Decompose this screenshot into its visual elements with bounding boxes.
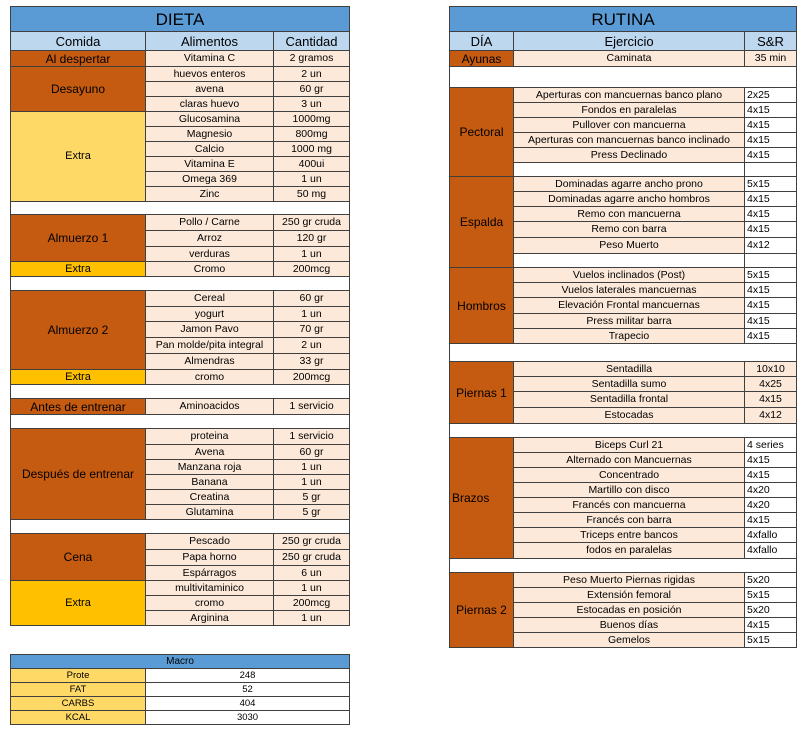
meal-almuerzo-1: Almuerzo 1	[11, 215, 146, 262]
spacer	[11, 202, 146, 215]
exercise-cell: Concentrado	[514, 468, 745, 483]
rutina-title: RUTINA	[450, 7, 797, 32]
header-ejercicio: Ejercicio	[514, 32, 745, 51]
spacer	[745, 344, 797, 362]
macro-label-carbs: CARBS	[11, 697, 146, 711]
sr-cell: 5x20	[745, 573, 797, 588]
meal-cena: Cena	[11, 534, 146, 581]
header-sr: S&R	[745, 32, 797, 51]
sr-cell: 5x15	[745, 177, 797, 192]
food-cell: Espárragos	[146, 566, 274, 581]
sr-cell: 4x12	[745, 408, 797, 424]
sr-cell: 4x15	[745, 513, 797, 528]
food-cell: Almendras	[146, 354, 274, 370]
exercise-cell: Francés con mancuerna	[514, 498, 745, 513]
qty-cell: 250 gr cruda	[274, 215, 350, 231]
qty-cell: 1 un	[274, 581, 350, 596]
macro-value-prote: 248	[146, 669, 350, 683]
qty-cell: 2 un	[274, 338, 350, 354]
exercise-cell: Vuelos laterales mancuernas	[514, 283, 745, 298]
dieta-table	[10, 6, 350, 626]
meal-desayuno: Desayuno	[11, 67, 146, 112]
food-cell: Aminoacidos	[146, 399, 274, 415]
exercise-cell: Press militar barra	[514, 314, 745, 329]
sr-cell: 35 min	[745, 51, 797, 67]
spacer	[450, 424, 514, 438]
food-cell: Vitamina E	[146, 157, 274, 172]
qty-cell: 60 gr	[274, 445, 350, 460]
macro-label-kcal: KCAL	[11, 711, 146, 725]
sr-cell: 5x15	[745, 268, 797, 283]
exercise-cell: Aperturas con mancuernas banco plano	[514, 88, 745, 103]
qty-cell: 5 gr	[274, 505, 350, 520]
exercise-cell: Sentadilla frontal	[514, 392, 745, 408]
sr-cell: 4x15	[745, 192, 797, 207]
spacer	[745, 559, 797, 573]
food-cell: verduras	[146, 247, 274, 262]
spacer	[274, 415, 350, 429]
qty-cell: 200mcg	[274, 596, 350, 611]
day-espalda: Espalda	[450, 177, 514, 268]
food-cell: Zinc	[146, 187, 274, 202]
spacer	[514, 424, 745, 438]
food-cell: Cromo	[146, 262, 274, 277]
spacer	[146, 277, 274, 291]
sr-cell: 10x10	[745, 362, 797, 377]
food-cell: claras huevo	[146, 97, 274, 112]
qty-cell: 6 un	[274, 566, 350, 581]
exercise-cell: Trapecio	[514, 329, 745, 344]
sr-cell: 4x15	[745, 298, 797, 314]
sr-cell: 4x20	[745, 498, 797, 513]
spacer	[146, 202, 274, 215]
spacer	[450, 559, 514, 573]
sr-cell: 4x15	[745, 453, 797, 468]
food-cell: cromo	[146, 596, 274, 611]
macro-title: Macro	[11, 655, 350, 669]
exercise-cell: Remo con barra	[514, 222, 745, 238]
sr-cell: 4xfallo	[745, 528, 797, 543]
sr-cell: 2x25	[745, 88, 797, 103]
food-cell: Arroz	[146, 231, 274, 247]
day-brazos: Brazos	[450, 438, 514, 559]
spacer	[11, 520, 146, 534]
exercise-cell: Francés con barra	[514, 513, 745, 528]
exercise-cell: Alternado con Mancuernas	[514, 453, 745, 468]
qty-cell: 1 un	[274, 307, 350, 322]
qty-cell: 250 gr cruda	[274, 534, 350, 550]
qty-cell: 250 gr cruda	[274, 550, 350, 566]
food-cell: Creatina	[146, 490, 274, 505]
exercise-cell	[514, 163, 745, 177]
food-cell: Glutamina	[146, 505, 274, 520]
exercise-cell: Sentadilla sumo	[514, 377, 745, 392]
qty-cell: 1000 mg	[274, 142, 350, 157]
exercise-cell: Estocadas en posición	[514, 603, 745, 618]
exercise-cell: Estocadas	[514, 408, 745, 424]
qty-cell: 800mg	[274, 127, 350, 142]
spacer	[146, 385, 274, 399]
sr-cell: 4x20	[745, 483, 797, 498]
food-cell: Glucosamina	[146, 112, 274, 127]
spacer	[274, 520, 350, 534]
qty-cell: 2 un	[274, 67, 350, 82]
macro-label-fat: FAT	[11, 683, 146, 697]
qty-cell: 1 servicio	[274, 399, 350, 415]
macro-table	[10, 654, 350, 725]
exercise-cell: Triceps entre bancos	[514, 528, 745, 543]
exercise-cell: Biceps Curl 21	[514, 438, 745, 453]
exercise-cell: Dominadas agarre ancho hombros	[514, 192, 745, 207]
spacer	[146, 415, 274, 429]
sr-cell: 4x15	[745, 392, 797, 408]
food-cell: avena	[146, 82, 274, 97]
sr-cell: 4x15	[745, 618, 797, 633]
macro-value-fat: 52	[146, 683, 350, 697]
spacer	[745, 424, 797, 438]
header-dia: DÍA	[450, 32, 514, 51]
qty-cell: 200mcg	[274, 262, 350, 277]
spacer	[514, 344, 745, 362]
sr-cell: 4x15	[745, 103, 797, 118]
food-cell: Magnesio	[146, 127, 274, 142]
meal-extra: Extra	[11, 112, 146, 202]
day-piernas-2: Piernas 2	[450, 573, 514, 648]
meal-extra: Extra	[11, 581, 146, 626]
sr-cell: 4x15	[745, 468, 797, 483]
exercise-cell: Gemelos	[514, 633, 745, 648]
spacer	[274, 202, 350, 215]
food-cell: Cereal	[146, 291, 274, 307]
qty-cell: 200mcg	[274, 370, 350, 385]
sr-cell: 4x15	[745, 133, 797, 148]
exercise-cell: Dominadas agarre ancho prono	[514, 177, 745, 192]
food-cell: proteina	[146, 429, 274, 445]
dieta-title: DIETA	[11, 7, 350, 32]
sr-cell: 4x15	[745, 118, 797, 133]
qty-cell: 33 gr	[274, 354, 350, 370]
qty-cell: 1 un	[274, 475, 350, 490]
qty-cell: 1 un	[274, 611, 350, 626]
exercise-cell: Elevación Frontal mancuernas	[514, 298, 745, 314]
sr-cell: 5x15	[745, 633, 797, 648]
spacer	[450, 344, 514, 362]
qty-cell: 70 gr	[274, 322, 350, 338]
spacer	[514, 559, 745, 573]
food-cell: Arginina	[146, 611, 274, 626]
spacer	[745, 67, 797, 88]
qty-cell: 50 mg	[274, 187, 350, 202]
food-cell: Avena	[146, 445, 274, 460]
qty-cell: 1 un	[274, 247, 350, 262]
rutina-table	[449, 6, 797, 648]
exercise-cell	[514, 254, 745, 268]
spacer	[450, 67, 514, 88]
exercise-cell: Sentadilla	[514, 362, 745, 377]
sr-cell: 4x15	[745, 148, 797, 163]
spacer	[11, 385, 146, 399]
food-cell: Papa horno	[146, 550, 274, 566]
header-comida: Comida	[11, 32, 146, 51]
exercise-cell: Peso Muerto	[514, 238, 745, 254]
spacer	[514, 67, 745, 88]
food-cell: cromo	[146, 370, 274, 385]
exercise-cell: Extensión femoral	[514, 588, 745, 603]
exercise-cell: fodos en paralelas	[514, 543, 745, 559]
food-cell: yogurt	[146, 307, 274, 322]
meal-extra: Extra	[11, 370, 146, 385]
qty-cell: 1000mg	[274, 112, 350, 127]
sr-cell	[745, 163, 797, 177]
food-cell: Pescado	[146, 534, 274, 550]
exercise-cell: Aperturas con mancuernas banco inclinado	[514, 133, 745, 148]
sr-cell: 5x15	[745, 588, 797, 603]
meal-almuerzo-2: Almuerzo 2	[11, 291, 146, 370]
exercise-cell: Fondos en paralelas	[514, 103, 745, 118]
exercise-cell: Caminata	[514, 51, 745, 67]
food-cell: Calcio	[146, 142, 274, 157]
food-cell: multivitaminico	[146, 581, 274, 596]
meal-extra: Extra	[11, 262, 146, 277]
qty-cell: 120 gr	[274, 231, 350, 247]
day-pectoral: Pectoral	[450, 88, 514, 177]
header-alimentos: Alimentos	[146, 32, 274, 51]
qty-cell: 400ui	[274, 157, 350, 172]
qty-cell: 3 un	[274, 97, 350, 112]
qty-cell: 2 gramos	[274, 51, 350, 67]
sr-cell	[745, 254, 797, 268]
food-cell: Vitamina C	[146, 51, 274, 67]
food-cell: Banana	[146, 475, 274, 490]
meal-despues-de-entrenar: Después de entrenar	[11, 429, 146, 520]
day-ayunas: Ayunas	[450, 51, 514, 67]
day-piernas-1: Piernas 1	[450, 362, 514, 424]
sr-cell: 4x25	[745, 377, 797, 392]
meal-al-despertar: Al despertar	[11, 51, 146, 67]
sr-cell: 4x15	[745, 314, 797, 329]
sr-cell: 4x15	[745, 329, 797, 344]
macro-value-carbs: 404	[146, 697, 350, 711]
sr-cell: 4xfallo	[745, 543, 797, 559]
sr-cell: 4x15	[745, 283, 797, 298]
day-hombros: Hombros	[450, 268, 514, 344]
sr-cell: 4x15	[745, 222, 797, 238]
qty-cell: 5 gr	[274, 490, 350, 505]
food-cell: Manzana roja	[146, 460, 274, 475]
exercise-cell: Buenos días	[514, 618, 745, 633]
header-cantidad: Cantidad	[274, 32, 350, 51]
sr-cell: 4 series	[745, 438, 797, 453]
qty-cell: 1 un	[274, 172, 350, 187]
qty-cell: 60 gr	[274, 291, 350, 307]
qty-cell: 60 gr	[274, 82, 350, 97]
exercise-cell: Martillo con disco	[514, 483, 745, 498]
exercise-cell: Press Declinado	[514, 148, 745, 163]
food-cell: Pan molde/pita integral	[146, 338, 274, 354]
food-cell: Omega 369	[146, 172, 274, 187]
exercise-cell: Peso Muerto Piernas rigidas	[514, 573, 745, 588]
exercise-cell: Remo con mancuerna	[514, 207, 745, 222]
sr-cell: 4x15	[745, 207, 797, 222]
food-cell: huevos enteros	[146, 67, 274, 82]
exercise-cell: Vuelos inclinados (Post)	[514, 268, 745, 283]
spacer	[146, 520, 274, 534]
food-cell: Jamon Pavo	[146, 322, 274, 338]
macro-value-kcal: 3030	[146, 711, 350, 725]
exercise-cell: Pullover con mancuerna	[514, 118, 745, 133]
spacer	[274, 277, 350, 291]
spacer	[274, 385, 350, 399]
spacer	[11, 277, 146, 291]
qty-cell: 1 un	[274, 460, 350, 475]
qty-cell: 1 servicio	[274, 429, 350, 445]
meal-antes-de-entrenar: Antes de entrenar	[11, 399, 146, 415]
sr-cell: 4x12	[745, 238, 797, 254]
macro-label-prote: Prote	[11, 669, 146, 683]
spacer	[11, 415, 146, 429]
sr-cell: 5x20	[745, 603, 797, 618]
food-cell: Pollo / Carne	[146, 215, 274, 231]
